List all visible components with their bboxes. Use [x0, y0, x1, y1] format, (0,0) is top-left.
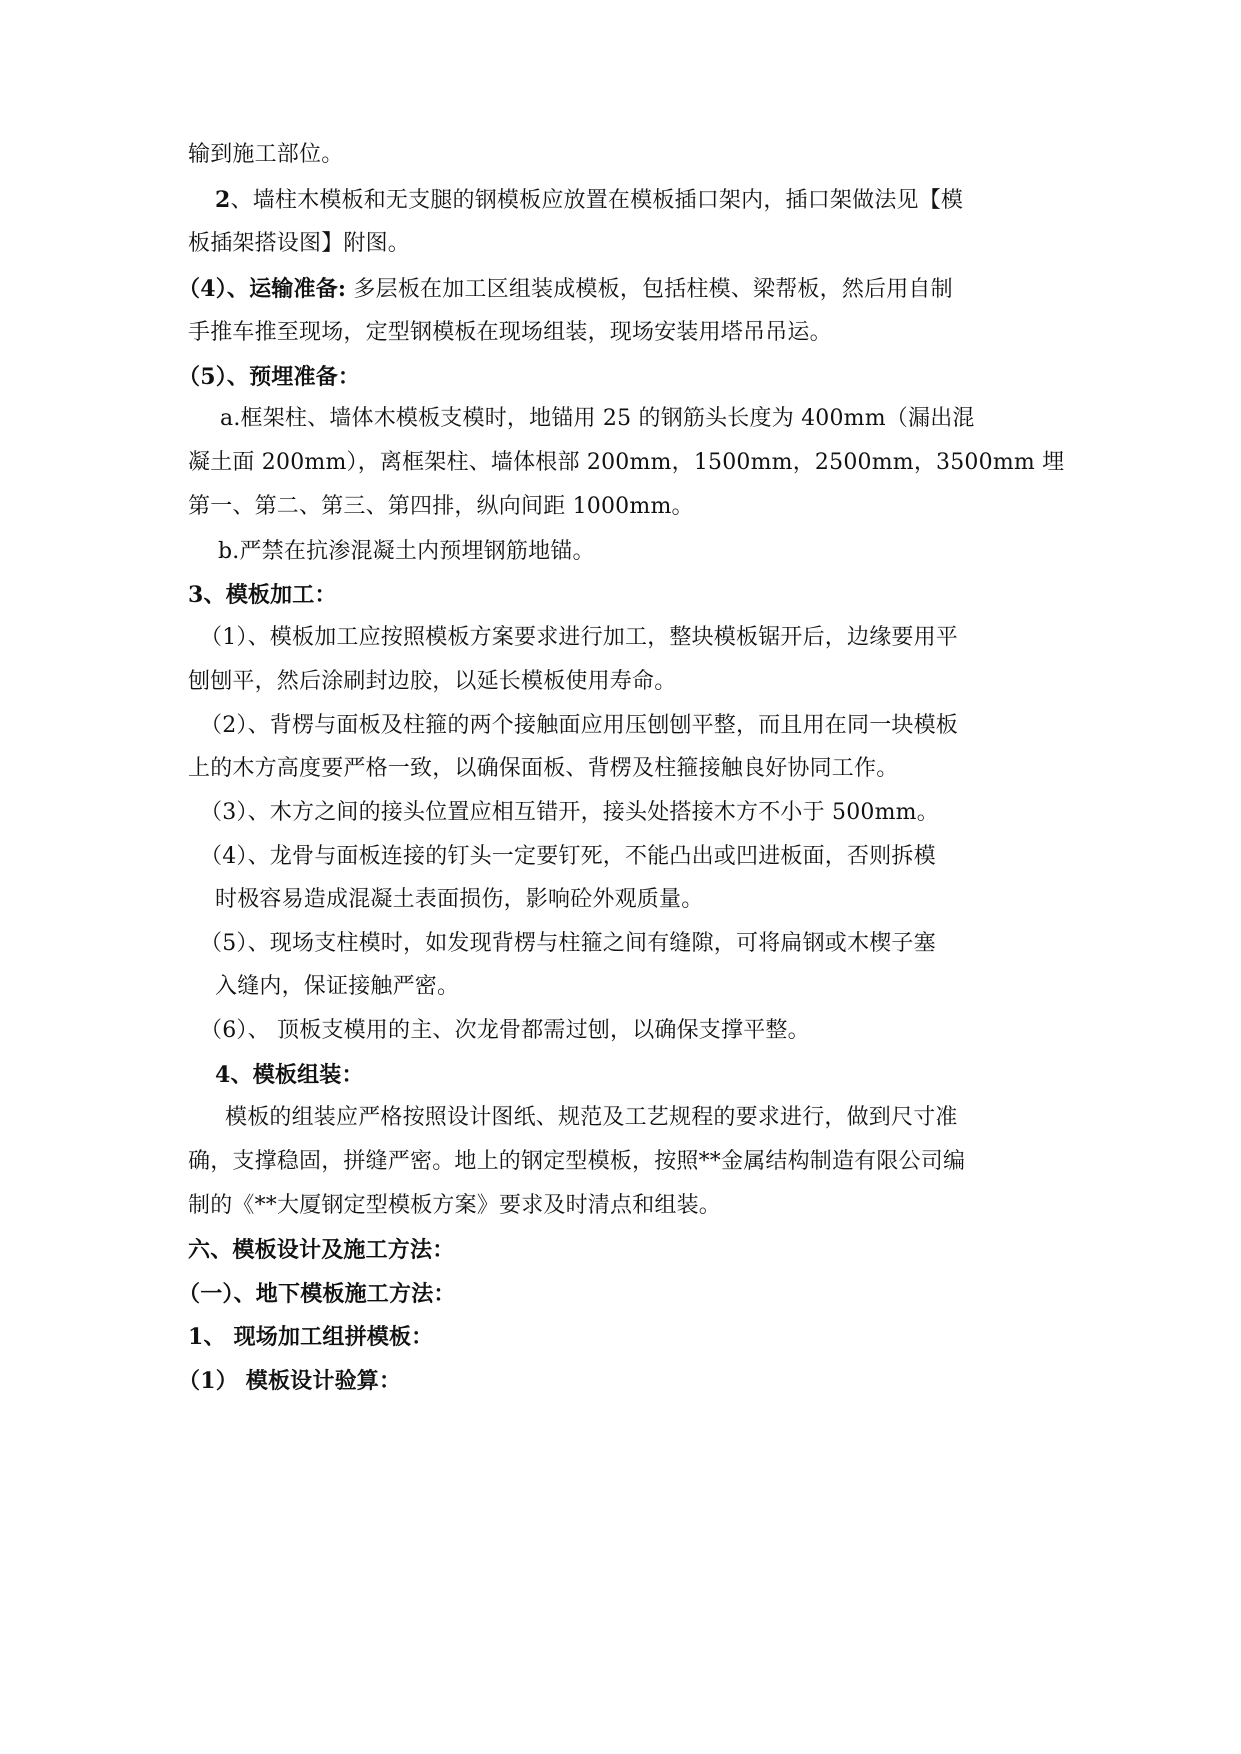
text-line: 刨刨平，然后涂刷封边胶，以延长模板使用寿命。: [188, 669, 677, 694]
text-line: （3）、木方之间的接头位置应相互错开，接头处搭接木方不小于 500mm。: [200, 800, 939, 825]
text-line: 模板的组装应严格按照设计图纸、规范及工艺规程的要求进行，做到尺寸准: [225, 1105, 958, 1130]
section-heading: （5）、预埋准备：: [178, 364, 361, 390]
text-line: 上的木方高度要严格一致，以确保面板、背楞及柱箍接触良好协同工作。: [188, 756, 899, 781]
text-line: （5）、现场支柱模时，如发现背楞与柱箍之间有缝隙，可将扁钢或木楔子塞: [200, 931, 936, 956]
text-line: （2）、背楞与面板及柱箍的两个接触面应用压刨刨平整，而且用在同一块模板: [200, 713, 958, 738]
text-line: （4）、龙骨与面板连接的钉头一定要钉死，不能凸出或凹进板面，否则拆模: [200, 844, 936, 869]
text-line: 时极容易造成混凝土表面损伤，影响砼外观质量。: [215, 887, 704, 912]
text-line: （1）、模板加工应按照模板方案要求进行加工，整块模板锯开后，边缘要用平: [200, 625, 958, 650]
text-line: 凝土面 200mm），离框架柱、墙体根部 200mm，1500mm，2500mm，3500mm 埋: [188, 450, 1065, 475]
text-line: 板插架搭设图】附图。: [188, 231, 411, 256]
section-heading: 4、模板组装：: [215, 1062, 364, 1088]
text-line: （4）、运输准备: 多层板在加工区组装成模板，包括柱模、梁帮板，然后用自制: [178, 276, 953, 302]
section-heading: 六、模板设计及施工方法：: [188, 1237, 455, 1263]
text-line: 制的《**大厦钢定型模板方案》要求及时清点和组装。: [188, 1193, 722, 1218]
section-heading: （1） 模板设计验算：: [178, 1368, 402, 1394]
text-line: 输到施工部位。: [188, 142, 344, 167]
text-line: b.严禁在抗渗混凝土内预埋钢筋地锚。: [218, 539, 595, 564]
text-line: 确，支撑稳固，拼缝严密。地上的钢定型模板，按照**金属结构制造有限公司编: [188, 1149, 966, 1174]
text-line: 手推车推至现场，定型钢模板在现场组装，现场安装用塔吊吊运。: [188, 320, 832, 345]
section-heading: （一）、地下模板施工方法：: [178, 1281, 456, 1307]
text-line: （6）、 顶板支模用的主、次龙骨都需过刨，以确保支撑平整。: [200, 1018, 810, 1043]
section-heading: 3、模板加工：: [188, 582, 337, 608]
text-line: a.框架柱、墙体木模板支模时，地锚用 25 的钢筋头长度为 400mm（漏出混: [220, 406, 975, 431]
text-line: 入缝内，保证接触严密。: [215, 974, 460, 999]
text-line: 第一、第二、第三、第四排，纵向间距 1000mm。: [188, 494, 694, 519]
text-line: 2、墙柱木模板和无支腿的钢模板应放置在模板插口架内，插口架做法见【模: [215, 187, 964, 213]
section-heading: 1、 现场加工组拼模板：: [188, 1324, 434, 1350]
